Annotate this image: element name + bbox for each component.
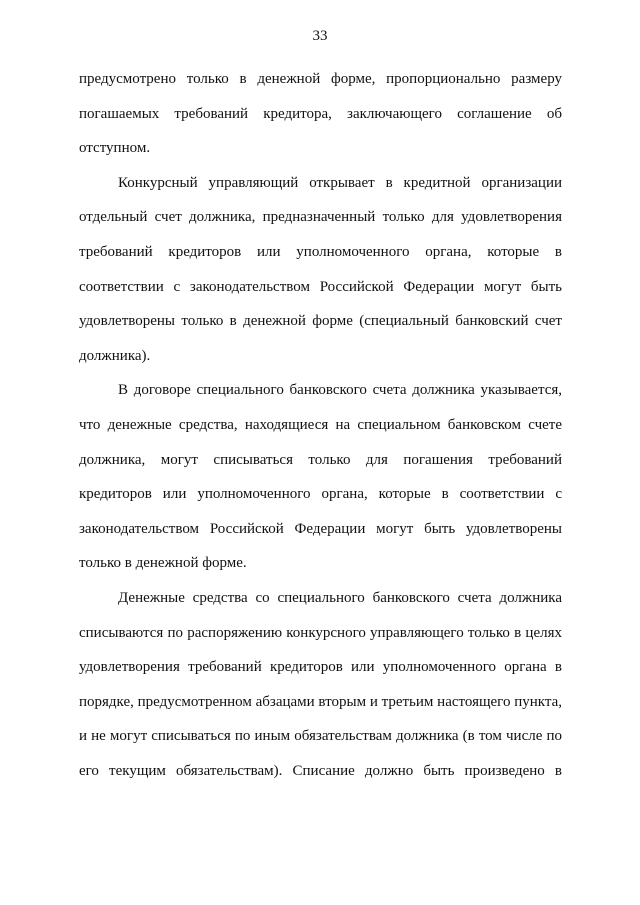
text-line: кредиторов или уполномоченного органа, которые в соответствии с — [79, 486, 562, 503]
text-line: удовлетворены только в денежной форме (специальный банковский счет — [79, 313, 562, 330]
paragraph-1 — [79, 62, 562, 166]
text-line: отдельный счет должника, предназначенный только для удовлетворения — [79, 209, 562, 226]
paragraph-3 — [79, 373, 562, 581]
text-line: порядке, предусмотренном абзацами вторым и третьим настоящего пункта, — [79, 693, 563, 710]
text-line: должника). — [79, 347, 151, 364]
document-body — [79, 62, 562, 788]
paragraph-4 — [79, 581, 562, 789]
text-line: удовлетворения требований кредиторов или уполномоченного органа в — [79, 659, 562, 676]
page-number: 33 — [312, 28, 328, 44]
text-line: должника, могут списываться только для погашения требований — [79, 451, 562, 468]
text-line: В договоре специального банковского счета должника указывается, — [118, 382, 562, 399]
text-line: соответствии с законодательством Российской Федерации могут быть — [79, 278, 562, 295]
text-line: законодательством Российской Федерации могут быть удовлетворены — [79, 520, 562, 537]
text-line: требований кредиторов или уполномоченного органа, которые в — [79, 243, 562, 260]
text-line: предусмотрено только в денежной форме, пропорционально размеру — [79, 71, 562, 87]
text-line: Конкурсный управляющий открывает в кредитной организации — [118, 174, 562, 191]
text-line: Денежные средства со специального банковского счета должника — [118, 589, 562, 606]
text-line: и не могут списываться по иным обязательствам должника (в том числе по — [79, 728, 562, 745]
text-line: отступном. — [79, 140, 151, 157]
text-line: его текущим обязательствам). Списание должно быть произведено в — [79, 762, 562, 779]
text-line: что денежные средства, находящиеся на специальном банковском счете — [79, 416, 562, 433]
paragraph-2 — [79, 166, 562, 374]
text-line: только в денежной форме. — [79, 555, 247, 572]
text-line: погашаемых требований кредитора, заключающего соглашение об — [79, 105, 562, 122]
text-line: списываются по распоряжению конкурсного управляющего только в целях — [79, 624, 562, 641]
